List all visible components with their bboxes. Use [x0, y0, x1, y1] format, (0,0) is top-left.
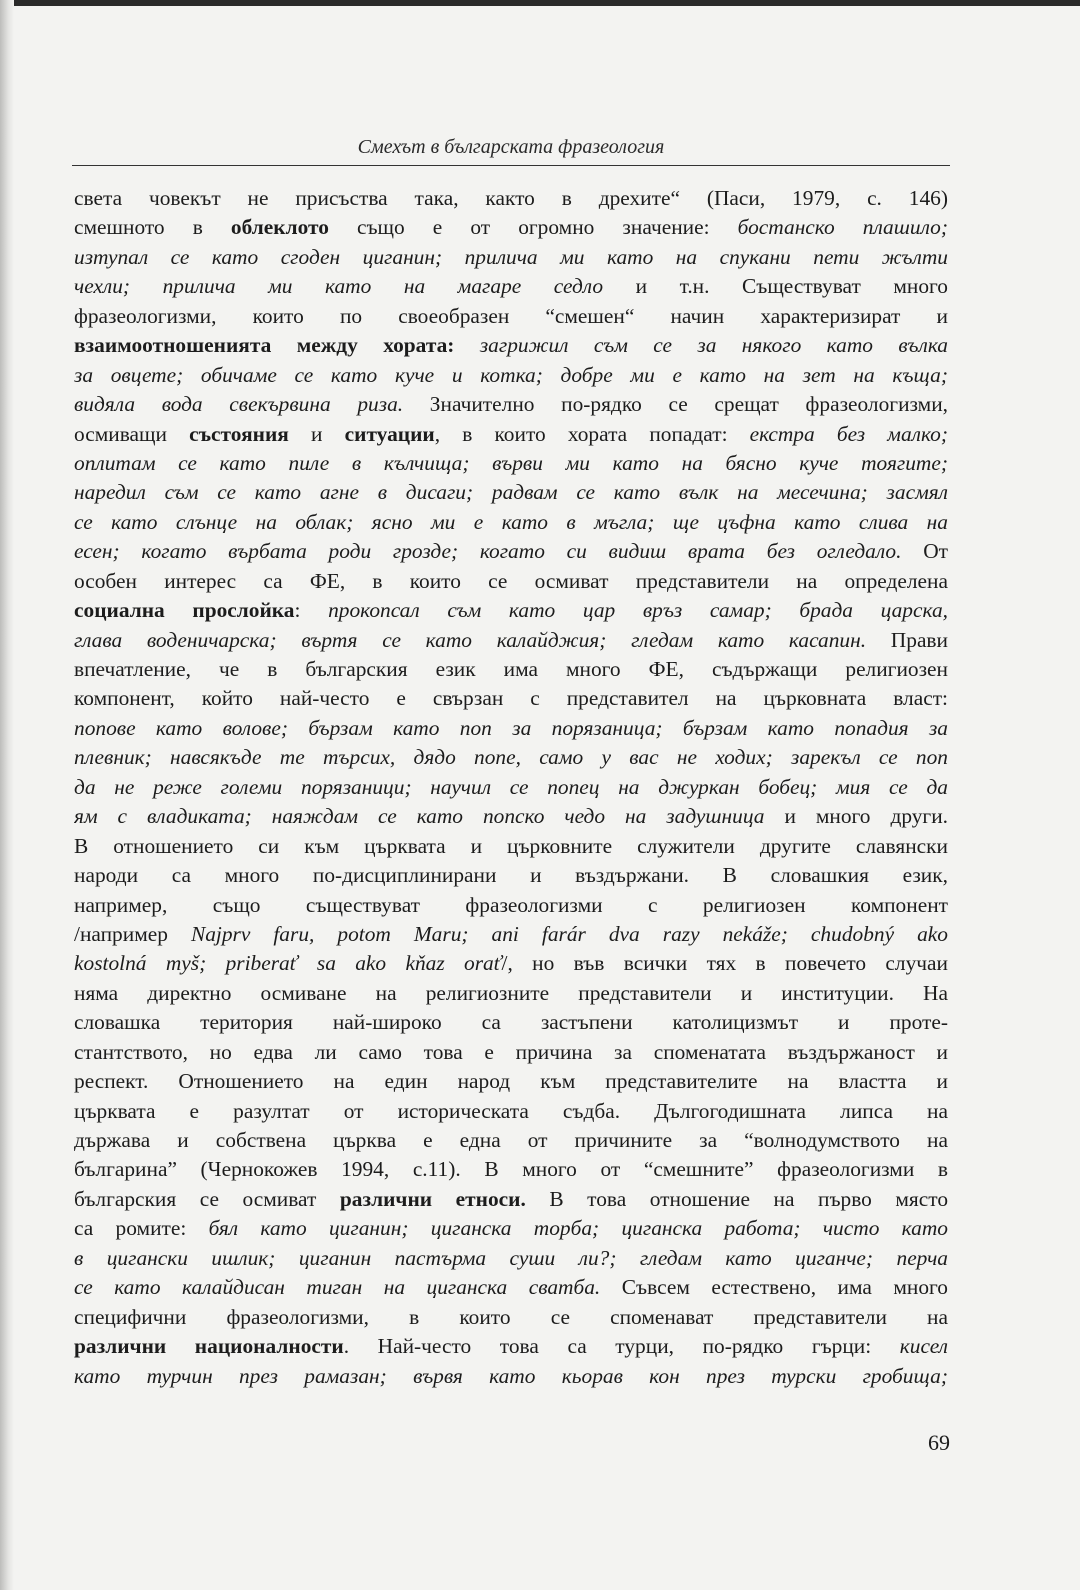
- italic-phrase: загрижил съм се за някого като вълка: [454, 333, 948, 358]
- text-line: [74, 302, 948, 331]
- text-line: [74, 331, 948, 360]
- bold-term: състояния: [189, 421, 289, 446]
- scan-left-edge: [0, 0, 14, 1590]
- text-run: :: [294, 598, 329, 623]
- bold-term: ситуации: [344, 421, 435, 446]
- italic-phrase: чехли; прилича ми като на магаре седло: [74, 274, 604, 299]
- text-run: осмиващи: [74, 421, 190, 446]
- text-line: [74, 449, 948, 478]
- text-run: /, но във всички тях в повечето случаи: [501, 951, 948, 976]
- italic-phrase: като турчин през рамазан; вървя като кьорав кон през турски гробища;: [74, 1363, 948, 1388]
- text-line: [74, 184, 948, 213]
- text-line: [74, 802, 948, 831]
- text-line: [74, 1008, 948, 1037]
- bold-term: различни националности: [74, 1334, 344, 1359]
- italic-phrase: в цигански ишлик; циганин пастърма суши ли?; гледам като циганче; перча: [74, 1245, 948, 1270]
- bold-term: различни етноси.: [339, 1186, 526, 1211]
- text-run: например, също съществуват фразеологизми с религиозен компонент: [74, 892, 948, 917]
- italic-phrase: оплитам се като пиле в кълчища; върви ми като на бясно куче тоягите;: [74, 450, 948, 475]
- italic-phrase: бял като циганин; циганска торба; циганска работа; чисто като: [208, 1216, 948, 1241]
- text-line: [74, 655, 948, 684]
- text-run: Прави: [866, 627, 948, 652]
- text-line: [74, 596, 948, 625]
- text-run: впечатление, че в българския език има много ФЕ, съдържащи религиозен: [74, 657, 948, 681]
- text-run: В това отношение на първо място: [525, 1186, 948, 1211]
- text-run: българина” (Чернокожев 1994, с.11). В много от “смешните” фразеологизми в: [74, 1157, 948, 1182]
- text-line: [74, 1038, 948, 1067]
- text-line: [74, 243, 948, 272]
- italic-phrase: Najprv faru, potom Maru; ani farár dva razy nekáže; chudobný ako: [190, 921, 948, 946]
- italic-phrase: се като калайдисан тиган на циганска сватба.: [74, 1275, 601, 1300]
- text-line: [74, 1185, 948, 1214]
- text-line: [74, 390, 948, 419]
- text-line: [74, 1126, 948, 1155]
- header-rule: [72, 165, 950, 166]
- text-line: [74, 420, 948, 449]
- text-run: и много други.: [764, 804, 948, 829]
- italic-phrase: глава воденичарска; въртя се като калайджия; гледам като касапин.: [74, 627, 867, 652]
- text-run: респект. Отношението на един народ към представителите на властта и: [74, 1069, 948, 1094]
- text-run: специфични фразеологизми, в които се споменават представители на: [74, 1304, 948, 1329]
- text-run: българския се осмиват: [74, 1186, 340, 1211]
- bold-term: облеклото: [230, 215, 329, 240]
- text-run: са ромите:: [74, 1216, 209, 1241]
- italic-phrase: кисел: [899, 1334, 948, 1359]
- text-run: В отношението си към църквата и църковните служители другите славянски: [74, 833, 948, 858]
- italic-phrase: ям с владиката; наяждам се като попско чедо на задушница: [74, 804, 765, 829]
- text-run: света човекът не присъства така, както в дрехите“ (Паси, 1979, с. 146): [74, 186, 948, 210]
- text-run: църквата е разултат от историческата съдба. Дългогодишната липса на: [74, 1098, 948, 1123]
- text-line: [74, 361, 948, 390]
- text-line: [74, 832, 948, 861]
- text-run: стантството, но едва ли само това е причина за споменатата въздържаност и: [74, 1039, 948, 1064]
- text-run: , в които хората попадат:: [434, 421, 750, 446]
- text-run: няма директно осмиване на религиозните представители и институции. На: [74, 980, 948, 1005]
- italic-phrase: да не реже големи порязаници; научил се попец на джуркан бобец; мия се да: [74, 774, 948, 799]
- italic-phrase: есен; когато върбата роди грозде; когато си видиш врата без огледало.: [74, 539, 902, 564]
- page-number: 69: [928, 1430, 950, 1455]
- text-run: фразеологизми, които по своеобразен “смешен“ начин характеризират и: [74, 303, 948, 328]
- text-run: народи са много по-дисциплинирани и въздържани. В словашкия език,: [74, 863, 948, 888]
- text-run: . Най-често това са турци, по-рядко гърци:: [343, 1334, 900, 1359]
- text-run: компонент, който най-често е свързан с представител на църковната власт:: [74, 686, 948, 711]
- text-line: [74, 1214, 948, 1243]
- italic-phrase: прокопсал съм като цар връз самар; брада царска,: [328, 598, 948, 623]
- text-line: [74, 1097, 948, 1126]
- text-line: [74, 1303, 948, 1332]
- text-run: /например: [74, 921, 191, 946]
- running-header-title: Смехът в българската фразеология: [357, 136, 665, 158]
- italic-phrase: за овцете; обичаме се като куче и котка; добре ми е като на зет на къща;: [74, 362, 948, 387]
- text-line: [74, 508, 948, 537]
- text-run: словашка територия най-широко са застъпени католицизмът и проте-: [74, 1010, 948, 1035]
- text-run: От: [901, 539, 948, 564]
- bold-term: взаимоотношенията между хората:: [74, 333, 455, 358]
- italic-phrase: екстра без малко;: [749, 421, 948, 446]
- text-line: [74, 213, 948, 242]
- text-run: Значително по-рядко се срещат фразеологизми,: [403, 392, 948, 417]
- italic-phrase: плевник; навсякъде те търсих, дядо попе, само у вас не ходих; зарекъл се поп: [74, 745, 948, 770]
- text-line: [74, 861, 948, 890]
- text-line: [74, 684, 948, 713]
- text-line: [74, 920, 948, 949]
- text-run: и т.н. Съществуват много: [603, 274, 948, 299]
- scan-top-edge: [0, 0, 1080, 6]
- text-run: държава и собствена църква е една от причините за “волнодумството на: [74, 1128, 948, 1152]
- text-line: [74, 626, 948, 655]
- text-line: [74, 1244, 948, 1273]
- text-line: [74, 773, 948, 802]
- text-line: [74, 979, 948, 1008]
- italic-phrase: попове като волове; бързам като поп за порязаница; бързам като попадия за: [74, 715, 948, 740]
- text-line: [74, 949, 948, 978]
- text-line: [74, 1155, 948, 1184]
- italic-phrase: се като слънце на облак; ясно ми е като в мъгла; ще цъфна като слива на: [74, 509, 948, 534]
- text-run: Съвсем естествено, има много: [600, 1275, 948, 1300]
- bold-term: социална прослойка: [74, 598, 295, 623]
- italic-phrase: наредил съм се като агне в дисаги; радвам се като вълк на месечина; засмял: [74, 480, 948, 505]
- text-run: смешното в: [74, 215, 231, 240]
- text-line: [74, 1332, 948, 1361]
- text-run: също е от огромно значение:: [328, 215, 738, 240]
- text-run: и: [288, 421, 345, 446]
- italic-phrase: kostolná myš; priberať sa ako kňaz orať: [74, 951, 502, 976]
- body-text: [74, 184, 948, 1391]
- text-line: [74, 714, 948, 743]
- text-line: [74, 272, 948, 301]
- text-line: [74, 743, 948, 772]
- text-line: [74, 567, 948, 596]
- text-line: [74, 1362, 948, 1391]
- italic-phrase: бостанско плашило;: [737, 215, 948, 240]
- italic-phrase: видяла вода свекървина риза.: [74, 392, 404, 417]
- text-line: [74, 1067, 948, 1096]
- italic-phrase: изтупал се като сгоден циганин; прилича ми като на спукани пети жълти: [74, 244, 948, 269]
- text-run: особен интерес са ФЕ, в които се осмиват представители на определена: [74, 568, 948, 593]
- text-line: [74, 537, 948, 566]
- text-line: [74, 1273, 948, 1302]
- text-line: [74, 891, 948, 920]
- text-line: [74, 478, 948, 507]
